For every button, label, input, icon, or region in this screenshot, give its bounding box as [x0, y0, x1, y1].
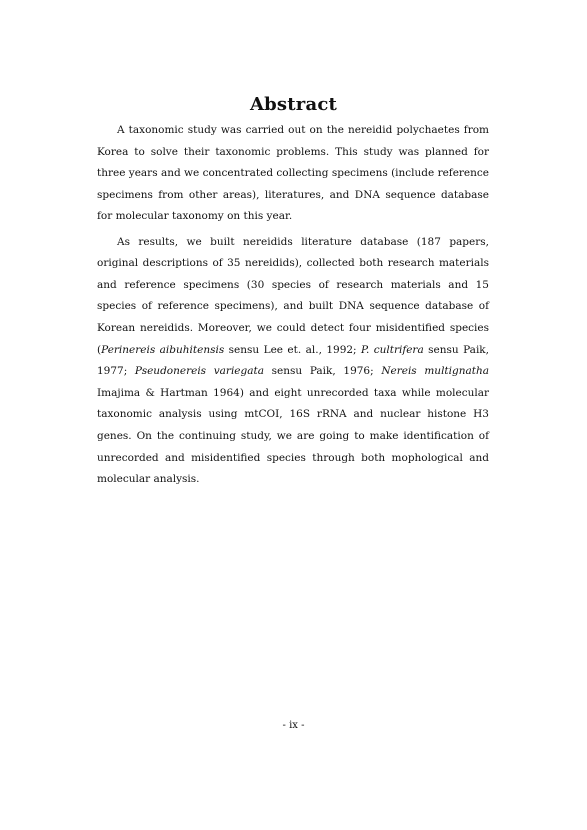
abstract-paragraph-1: A taxonomic study was carried out on the nereidid polychaetes from Korea to solve their taxonomic problems. This study was planned for three years and we concentrated collecting specimens (include reference specimens from other areas), literatures, and DNA sequence database for molecular taxonomy on this year.	[97, 124, 489, 223]
species-name-1: Perinereis aibuhitensis	[101, 343, 225, 356]
paragraph-2-text-4: sensu Paik, 1976;	[263, 365, 382, 378]
species-name-4: Nereis multignatha	[381, 365, 489, 378]
paragraph-2-text-2: sensu Lee et. al., 1992;	[224, 343, 362, 356]
species-name-2: P. cultrifera	[361, 343, 424, 356]
abstract-paragraph-2	[97, 232, 489, 491]
page-title: Abstract	[249, 94, 338, 115]
page-number: - ix -	[282, 720, 305, 731]
paragraph-2-text-3: sensu Paik, 1977;	[97, 343, 489, 378]
species-name-3: Pseudonereis variegata	[134, 365, 264, 378]
paragraph-2-text-5: Imajima & Hartman 1964) and eight unrecorded taxa while molecular taxonomic analysis using mtCOI, 16S rRNA and nuclear histone H3 genes. On the continuing study, we are going to make identification of unrecorded and misidentified species through both mophological and molecular analysis.	[97, 386, 489, 486]
paragraph-2-text-1: As results, we built nereidids literature database (187 papers, original descriptions of 35 nereidids), collected both research materials and reference specimens (30 species of research materials and 15 species of reference specimens), and built DNA sequence database of Korean nereidids. Moreover, we could detect four misidentified species (	[97, 235, 489, 356]
abstract-body	[97, 120, 489, 494]
